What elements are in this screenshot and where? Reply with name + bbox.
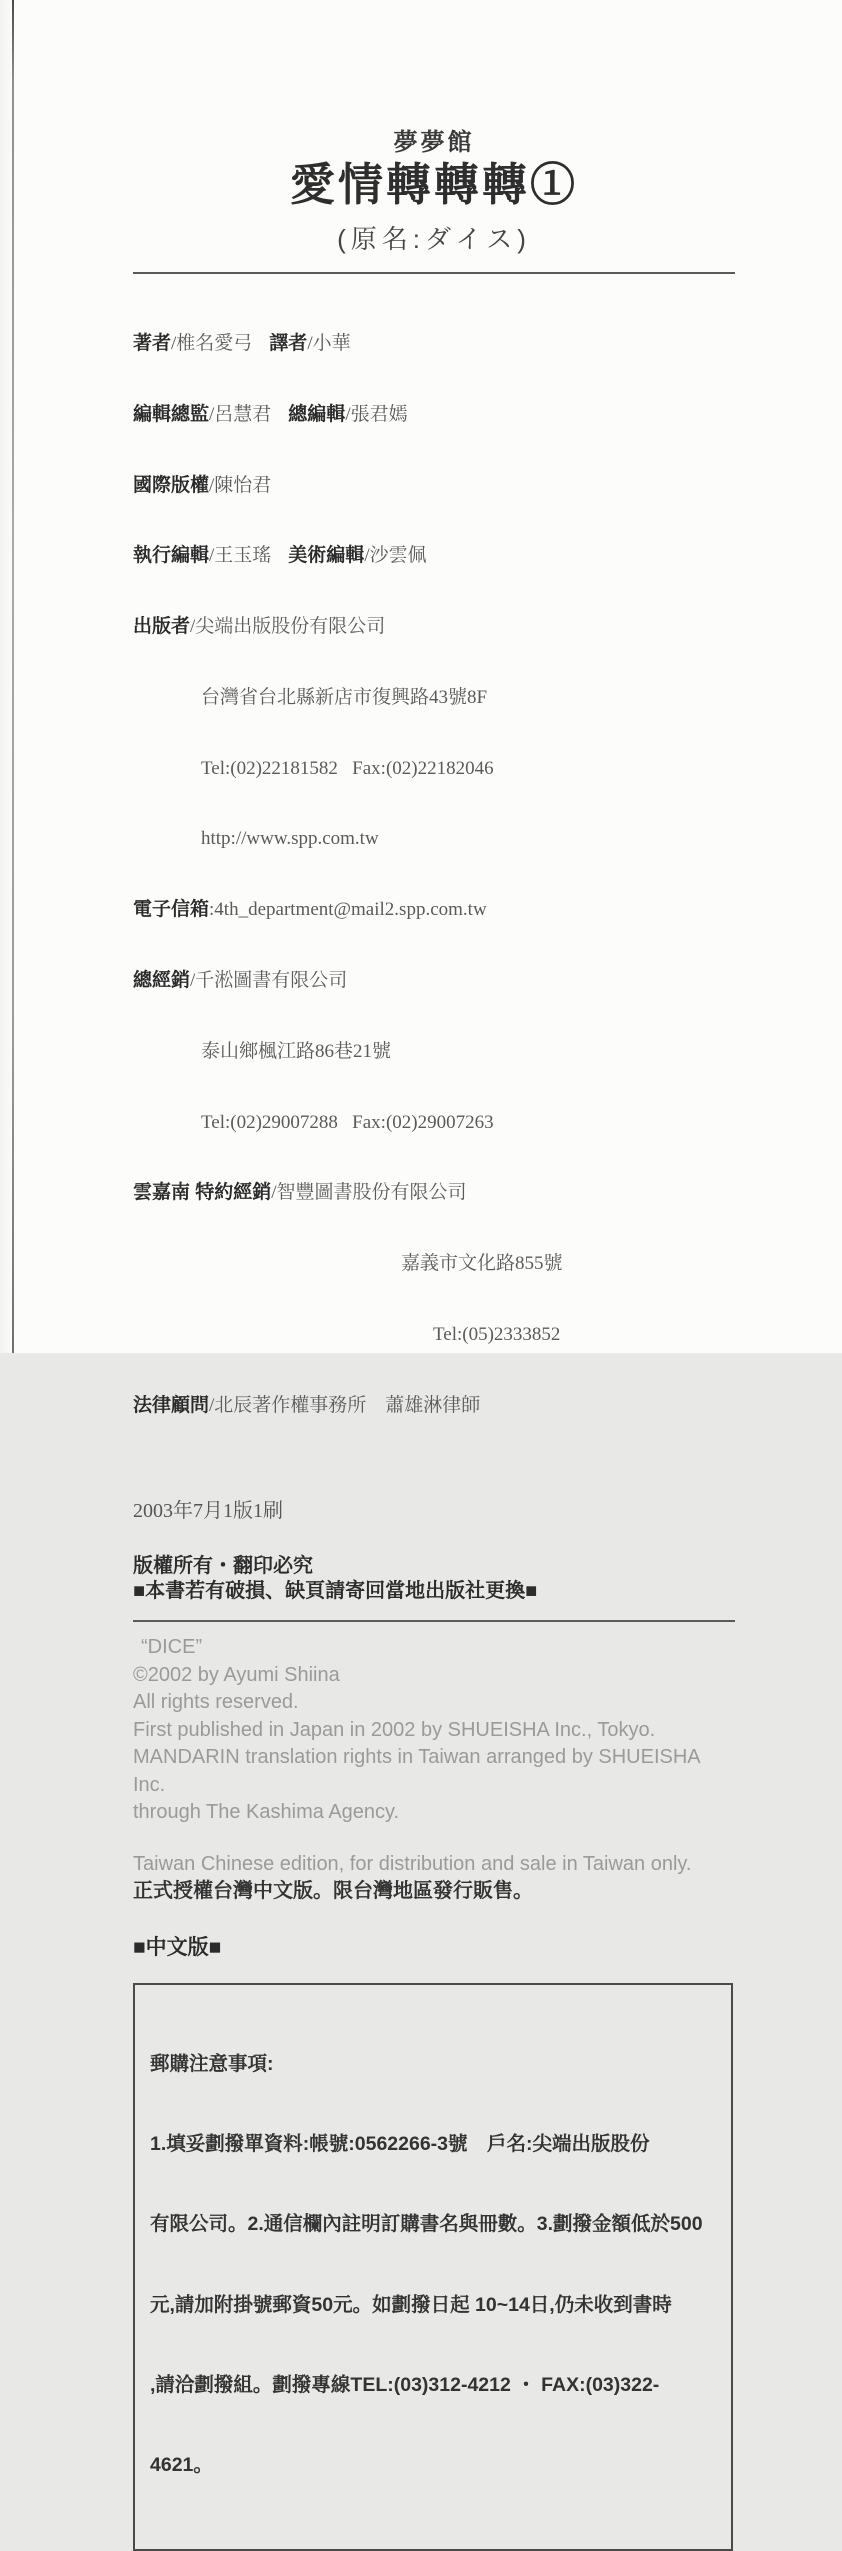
taiwan-edition-english: Taiwan Chinese edition, for distribution and sale in Taiwan only. [133, 1852, 692, 1875]
credit-label: 出版者 [133, 616, 191, 638]
credit-value: Tel:(02)29007288 Fax:(02)29007263 [201, 1111, 494, 1133]
credit-value: 台灣省台北縣新店市復興路43號8F [201, 686, 488, 708]
credits-block [133, 285, 735, 1465]
credit-row-regional-distributor [133, 1181, 735, 1205]
credit-row-author [133, 332, 735, 356]
mail-order-line: 4621。 [150, 2454, 213, 2477]
credit-value: /智豐圖書股份有限公司 [271, 1182, 467, 1204]
credit-row-intl-rights [133, 474, 735, 498]
credit-row-exec-editor [133, 544, 735, 568]
credit-value: /呂慧君 [209, 403, 272, 425]
distributor-address [133, 1040, 735, 1064]
credit-value: 泰山鄉楓江路86巷21號 [201, 1040, 392, 1062]
credit-label: 譯者 [269, 332, 308, 354]
credit-value: /尖端出版股份有限公司 [190, 616, 386, 638]
credit-label: 編輯總監 [133, 403, 210, 425]
credit-row-legal-advisor [133, 1394, 735, 1418]
credit-value: /張君嫣 [345, 403, 408, 425]
edition-date: 2003年7月1版1刷 [133, 1500, 283, 1523]
credit-label: 總經銷 [133, 969, 191, 991]
content-column [133, 0, 735, 2551]
english-translation-rights-line: MANDARIN translation rights in Taiwan arranged by SHUEISHA Inc. [133, 1746, 700, 1796]
credit-value: /王玉瑤 [209, 545, 272, 567]
divider-bottom [133, 1620, 735, 1622]
credit-value: 嘉義市文化路855號 [401, 1253, 563, 1275]
publisher-website [133, 827, 735, 851]
english-copyright-line: ©2002 by Ayumi Shiina [133, 1663, 340, 1686]
credit-label: 執行編輯 [133, 545, 210, 567]
credit-label: 美術編輯 [288, 545, 365, 567]
mail-order-box [133, 1983, 733, 2551]
divider-top [133, 272, 735, 274]
credit-label: 國際版權 [133, 474, 210, 496]
english-first-published-line: First published in Japan in 2002 by SHUEISHA Inc., Tokyo. [133, 1718, 656, 1741]
credit-row-email [133, 898, 735, 922]
mail-order-line: 1.填妥劃撥單資料:帳號:0562266-3號 戶名:尖端出版股份 [150, 2132, 650, 2155]
mail-order-line: 有限公司。2.通信欄內註明訂購書名與冊數。3.劃撥金額低於500 [150, 2213, 703, 2236]
publisher-address [133, 686, 735, 710]
chinese-edition-mark: ■中文版■ [133, 1935, 222, 1959]
credit-label: 著者 [133, 332, 172, 354]
credit-value: Tel:(02)22181582 Fax:(02)22182046 [201, 757, 494, 779]
imprint-name: 夢夢館 [393, 129, 475, 156]
credit-value: /北辰著作權事務所 蕭雄淋律師 [209, 1394, 481, 1416]
mail-order-line: ,請洽劃撥組。劃撥專線TEL:(03)312-4212 ・ FAX:(03)322- [150, 2374, 660, 2397]
scan-shadow-left [0, 0, 12, 1353]
credit-value: Tel:(05)2333852 [433, 1323, 561, 1345]
credit-label: 雲嘉南 特約經銷 [133, 1182, 272, 1204]
credit-value: /小華 [307, 332, 351, 354]
credit-value: /千淞圖書有限公司 [190, 969, 348, 991]
credit-label: 電子信箱 [133, 899, 210, 921]
regional-distributor-address [133, 1252, 735, 1276]
regional-distributor-tel [133, 1323, 735, 1347]
english-rights-line: All rights reserved. [133, 1691, 299, 1714]
scan-gutter-line [12, 0, 14, 1353]
credit-value: /沙雲佩 [364, 545, 427, 567]
damage-replacement-notice: ■本書若有破損、缺頁請寄回當地出版社更換■ [133, 1580, 538, 1603]
credit-label: 法律顧問 [133, 1394, 210, 1416]
credit-label: 總編輯 [288, 403, 346, 425]
book-title: 愛情轉轉轉① [289, 159, 578, 210]
credit-row-chief-editor [133, 403, 735, 427]
publisher-tel-fax [133, 757, 735, 781]
credit-value: :4th_department@mail2.spp.com.tw [209, 899, 487, 921]
mail-order-line: 元,請加附掛號郵資50元。如劃撥日起 10~14日,仍未收到書時 [150, 2293, 672, 2316]
english-title: “DICE” [141, 1636, 203, 1659]
credit-value: /椎名愛弓 [171, 332, 253, 354]
title-block [133, 0, 735, 256]
credit-row-publisher [133, 615, 735, 639]
english-copyright-block [133, 1634, 735, 1827]
english-agency-line: through The Kashima Agency. [133, 1801, 400, 1824]
credit-row-distributor [133, 969, 735, 993]
distributor-tel-fax [133, 1111, 735, 1135]
copyright-notice: 版權所有・翻印必究 [133, 1555, 313, 1578]
credit-value: http://www.spp.com.tw [201, 828, 379, 850]
original-title: (原名:ダイス) [337, 223, 531, 254]
credit-value: /陳怡君 [209, 474, 272, 496]
mail-order-heading: 郵購注意事項: [150, 2052, 274, 2075]
taiwan-edition-chinese: 正式授權台灣中文版。限台灣地區發行販售。 [133, 1879, 533, 1902]
